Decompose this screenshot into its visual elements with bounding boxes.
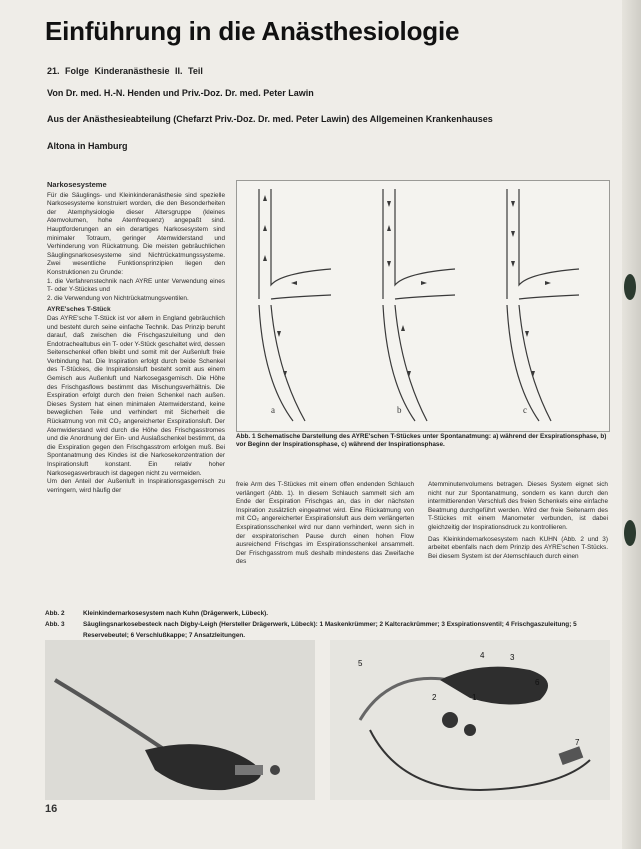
kuhn-system-illustration — [45, 640, 315, 800]
panel-label-a: a — [271, 405, 275, 415]
caption-abb-3 — [45, 619, 608, 641]
binder-hole — [624, 520, 636, 546]
left-text-column — [47, 181, 225, 495]
panel-label-b: b — [397, 405, 402, 415]
figure-1-caption: Abb. 1 Schematische Darstellung des AYRE'schen T-Stückes unter Spontanatmung: a) während der Exspirationsphase, b) vor Beginn der Inspirationsphase, c) während der Inspirationsphase. — [236, 433, 607, 449]
page-number: 16 — [45, 803, 58, 815]
authors-line: Von Dr. med. H.-N. Henden und Priv.-Doz. Dr. med. Peter Lawin — [47, 88, 314, 98]
binder-hole — [624, 274, 636, 300]
photo-label-5: 5 — [358, 659, 363, 668]
digby-leigh-illustration — [330, 640, 610, 800]
paragraph-right-2: Das Kleinkindernarkosesystem nach KUHN (Abb. 2 und 3) arbeitet ebenfalls nach dem Prinzip des AYRE'schen T-Stücks. Bei diesem System ist der Atemschlauch durch einen — [428, 535, 608, 560]
caption-label: Abb. 2 — [45, 610, 65, 617]
caption-abb-2 — [45, 608, 608, 619]
paragraph-right: Atemminutenvolumens betragen. Dieses System eignet sich nicht nur zur Spontanatmung, sondern es kann durch den intermittierenden Verschluß des freien Schenkels eine einfache Beatmung durchgeführt werden. Wird der freie Seitenarm des T-Stückes mit einem Manometer verbunden, ist dabei gleichzeitig der Inspirationsdruck zu kontrollieren. — [428, 481, 608, 531]
city-line: Altona in Hamburg — [47, 141, 128, 151]
paragraph-mid: freie Arm des T-Stückes mit einem offen endenden Schlauch verlängert (Abb. 1). In diesem Schlauch sammelt sich am Ende der Exspiration Frischgas an, das in der nächsten Inspiration zusätzlich eingeatmet wird. Eine Rückatmung von mit CO₂ angereicherter Exspirationsluft aus dem verlängerten Exspirationsschenkel wird nur dann verhindert, wenn sich in der exspiratorischen Pause durch einen hohen Flow ausreichend Frischgas im Exspirationsschenkel ansammelt. Der Frischgasstrom muß deshalb mindestens das Zweifache des — [236, 481, 414, 566]
paragraph-narkose: Für die Säuglings- und Kleinkinderanästhesie sind spezielle Narkosesysteme konstruiert worden, die den Besonderheiten der Atemphysiologie dieser Altersgruppe (kleines Atemvolumen, hohe Atemfrequenz) angepaßt sind. Hauptforderungen an ein derartiges Narkosesystem sind minimaler Totraum, geringer Atemwiderstand und Verhinderung von Rückatmung. Die meisten gebräuchlichen Säuglingsnarkosesysteme sind Nichtrückatmungssysteme. Zwei wesentliche Funktionsprinzipien liegen den Konstruktionen zu Grunde: — [47, 191, 225, 276]
caption-label: Abb. 3 — [45, 621, 65, 628]
figure-captions-2-3 — [45, 608, 608, 641]
photo-row — [45, 640, 610, 800]
photo-label-7: 7 — [575, 738, 580, 747]
t-piece-schematic — [237, 181, 609, 431]
photo-kuhn-system — [45, 640, 315, 800]
list-item-2: 2. die Verwendung von Nichtrückatmungsventilen. — [47, 294, 189, 302]
photo-label-6: 6 — [535, 678, 540, 687]
photo-digby-leigh-set — [330, 640, 610, 800]
caption-text: Säuglingsnarkosebesteck nach Digby-Leigh (Hersteller Drägerwerk, Lübeck): 1 Maskenkrümmer; 2 Kaltcrackrümmer; 3 Exspirationsventil; 4 Frischgaszuleitung; 5 Reservebeutel; 6 Verschlußkappe; 7 Ansatzleitungen. — [83, 621, 577, 639]
paragraph-ayre-2: Um den Anteil der Außenluft in Inspirationsgasgemisch zu verringern, wird häufig der — [47, 478, 225, 494]
photo-label-3: 3 — [510, 653, 515, 662]
photo-label-2: 2 — [432, 693, 437, 702]
figure-1-diagram — [236, 180, 610, 432]
series-line: 21. Folge Kinderanästhesie II. Teil — [47, 66, 203, 76]
photo-label-1: 1 — [472, 693, 477, 702]
middle-text-column — [236, 481, 414, 567]
right-text-column — [428, 481, 608, 561]
paragraph-ayre: Das AYRE'sche T-Stück ist vor allem in England gebräuchlich und besteht durch seine einfache Technik. Das Prinzip beruht darauf, daß zwischen die Frischgaszuleitung und den Endotrachealtubus ein T- oder Y-Stück geschaltet wird, dessen Seitenschenkel offen bleibt und somit mit der Außenluft freie Verbindung hat. Die Inspiration erfolgt durch beide Schenkel des T-Stückes, die Inspirationsluft besteht somit aus einem Gemisch aus Außenluft und Narkosegasgemisch. Die Höhe des Frischgasflows bestimmt das Mischungsverhältnis. Die Exspiration erfolgt durch den freien Schenkel nach außen. Dieses System hat einen minimalen Atemwiderstand, keine beweglichen Teile und verhindert mit Sicherheit die Rückatmung von mit CO₂ angereicherter Exspirationsluft. Der Atemwiderstand wird durch die Höhe des Frischgasstromes und die Anordnung der Ein- und Auslaßschenkel bestimmt, da die Exspiration gegen den Frischgasstrom erfolgen muß. Bei Spontanatmung des Kindes ist die Narkosekonzentration der Inspirationsluft konstant. Ein relativ hoher Narkosegasverbrauch ist dagegen nicht zu vermeiden. — [47, 314, 225, 477]
list-item-1: 1. die Verfahrenstechnik nach AYRE unter Verwendung eines T- oder Y-Stückes und — [47, 277, 225, 294]
caption-text: Kleinkindernarkosesystem nach Kuhn (Drägerwerk, Lübeck). — [83, 610, 269, 617]
photo-label-4: 4 — [480, 651, 485, 660]
affiliation-line: Aus der Anästhesieabteilung (Chefarzt Priv.-Doz. Dr. med. Peter Lawin) des Allgemeinen Krankenhauses — [47, 114, 493, 124]
article-title: Einführung in die Anästhesiologie — [45, 16, 460, 46]
panel-label-c: c — [523, 405, 527, 415]
page-edge-shadow — [622, 0, 641, 849]
section-heading-narkose: Narkosesysteme — [47, 180, 107, 189]
section-heading-ayre: AYRE'sches T-Stück — [47, 306, 111, 314]
